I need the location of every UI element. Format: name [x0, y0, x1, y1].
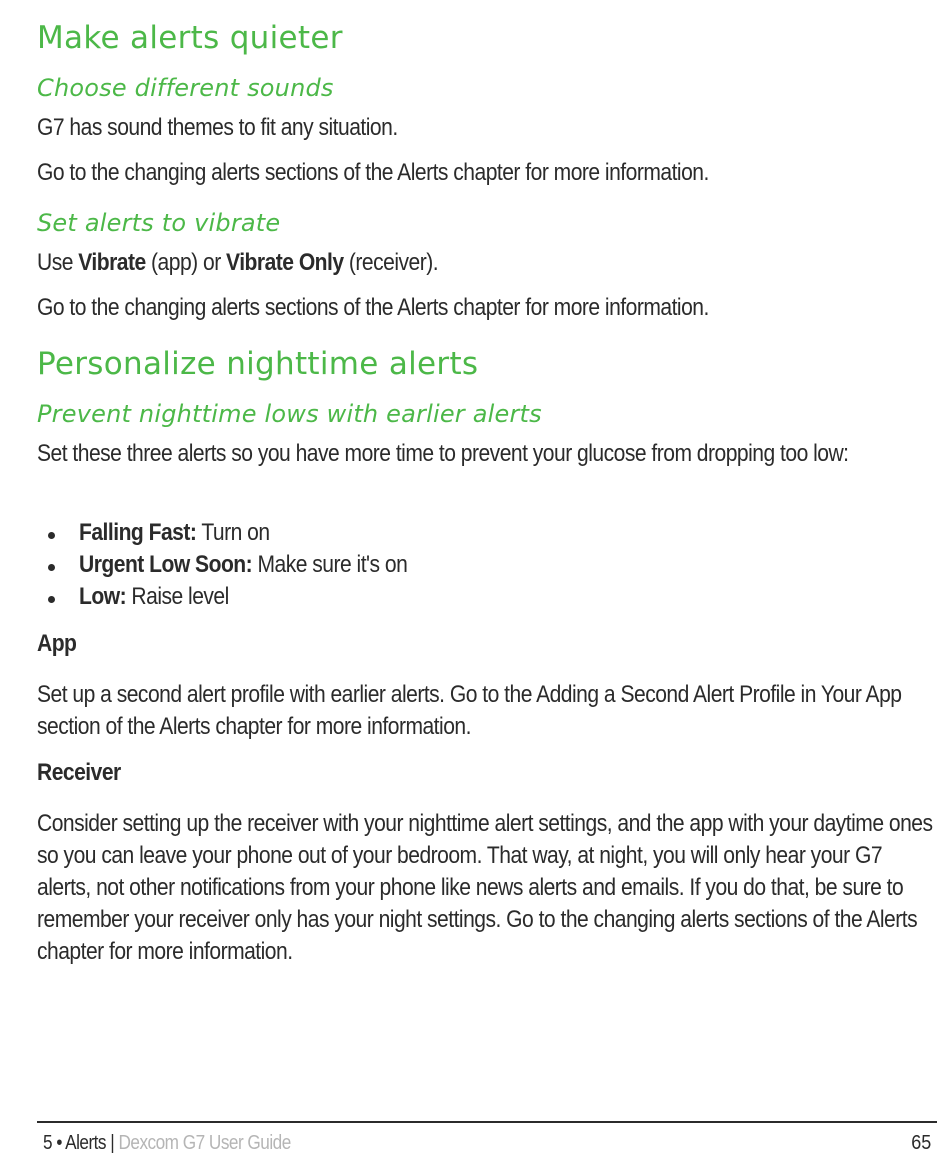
paragraph-sound-themes-text: G7 has sound themes to fit any situation. — [37, 114, 398, 141]
term-vibrate-only: Vibrate Only — [226, 249, 344, 276]
bullet-text: Turn on — [196, 519, 270, 546]
subsection-title-choose-sounds: Choose different sounds — [37, 74, 334, 102]
paragraph-three-alerts-wrap — [37, 438, 937, 470]
section-title-personalize-nighttime: Personalize nighttime alerts — [37, 346, 479, 382]
bullet-text: Make sure it's on — [252, 551, 408, 578]
paragraph-use-vibrate — [37, 247, 503, 279]
bullet-label: Urgent Low Soon: — [79, 551, 253, 578]
heading-app — [37, 628, 83, 660]
section-title-make-alerts-quieter: Make alerts quieter — [37, 20, 343, 56]
paragraph-vibrate-more-info-text: Go to the changing alerts sections of the Alerts chapter for more information. — [37, 294, 709, 321]
subsection-title-vibrate: Set alerts to vibrate — [37, 209, 281, 237]
heading-app-text: App — [37, 630, 77, 657]
subsection-title-prevent-lows: Prevent nighttime lows with earlier alerts — [37, 400, 542, 428]
list-item — [37, 581, 937, 613]
footer-separator: | — [106, 1132, 119, 1154]
paragraph-app: Set up a second alert profile with earlier alerts. Go to the Adding a Second Alert Profile in Your App section of the Alerts chapter for more information. — [37, 681, 902, 740]
paragraph-sound-themes — [37, 112, 456, 144]
list-item — [37, 517, 937, 549]
term-vibrate: Vibrate — [78, 249, 146, 276]
text-app-or: (app) or — [145, 249, 227, 276]
text-use: Use — [37, 249, 79, 276]
page-footer — [37, 1121, 937, 1159]
page-number: 65 — [910, 1132, 931, 1154]
bullet-text: Raise level — [126, 583, 229, 610]
paragraph-vibrate-more-info — [37, 292, 818, 324]
paragraph-sounds-more-info-text: Go to the changing alerts sections of the Alerts chapter for more information. — [37, 159, 709, 186]
bullet-label: Falling Fast: — [79, 519, 197, 546]
paragraph-use-vibrate-text — [37, 247, 438, 279]
paragraph-receiver: Consider setting up the receiver with your nighttime alert settings, and the app with your daytime ones so you can leave your phone out of your bedroom. That way, at night, you will only hear your G7 alerts, not other notifications from your phone like news alerts and emails. If you do that, be sure to remember your receiver only has your night settings. Go to the changing alerts sections of the Alerts chapter for more information. — [37, 810, 933, 965]
paragraph-three-alerts: Set these three alerts so you have more time to prevent your glucose from dropping too low: — [37, 440, 849, 467]
paragraph-receiver-wrap — [37, 808, 937, 968]
alert-bullet-list — [37, 517, 937, 613]
text-receiver: (receiver). — [343, 249, 439, 276]
footer-guide-title: Dexcom G7 User Guide — [118, 1132, 291, 1154]
footer-chapter-info — [43, 1132, 291, 1155]
heading-receiver-text: Receiver — [37, 759, 121, 786]
bullet-label: Low: — [79, 583, 127, 610]
paragraph-sounds-more-info — [37, 157, 818, 189]
footer-chapter: 5 • Alerts — [43, 1132, 107, 1154]
list-item — [37, 549, 937, 581]
paragraph-app-wrap — [37, 679, 937, 743]
heading-receiver — [37, 757, 134, 789]
